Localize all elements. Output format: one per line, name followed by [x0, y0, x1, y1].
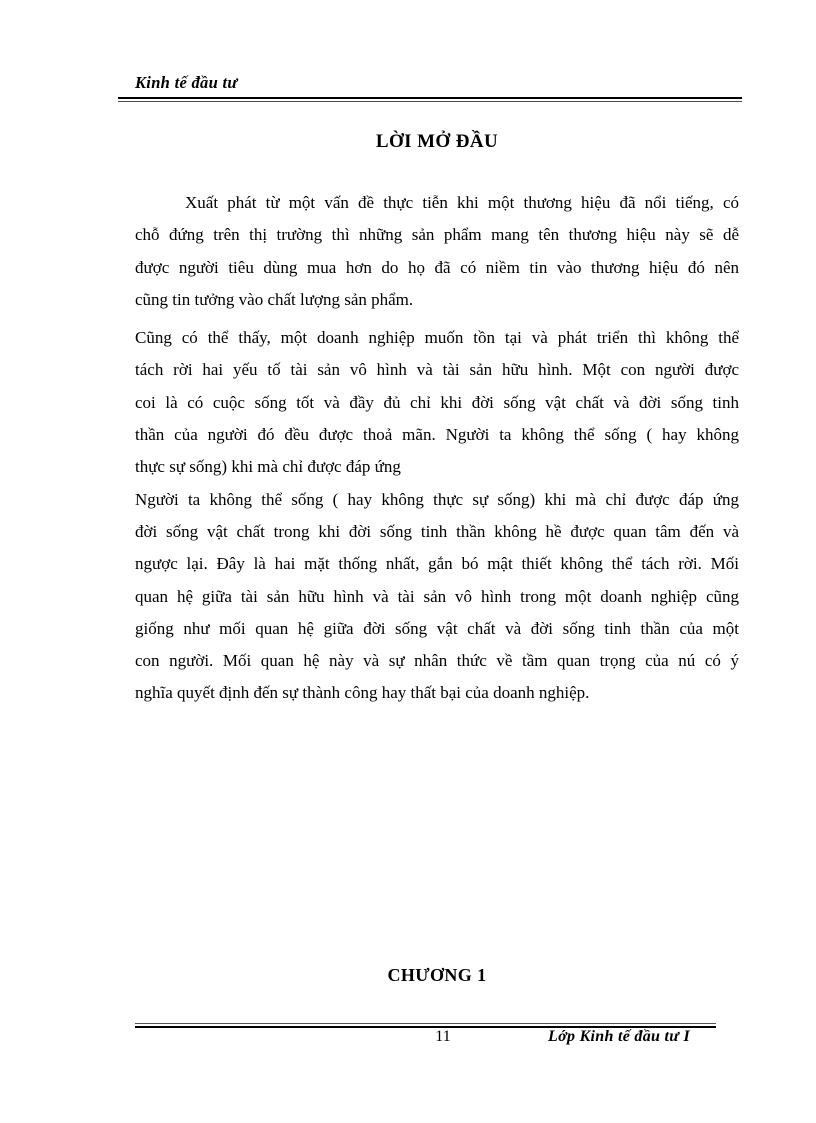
text-line: Người ta không thể sống ( hay không thực sự sống) khi mà chỉ được đáp ứng: [135, 489, 739, 509]
text-line: Xuất phát từ một vấn đề thực tiễn khi một thương hiệu đã nổi tiếng, có: [185, 193, 739, 212]
footer-page-number: 11: [435, 1028, 451, 1045]
text-line: Cũng có thể thấy, một doanh nghiệp muốn tồn tại và phát triển thì không thể: [135, 328, 739, 348]
paragraph: [135, 484, 739, 710]
text-line: tách rời hai yếu tố tài sản vô hình và tài sản hữu hình. Một con người được: [135, 360, 739, 380]
text-line: thần của người đó đều được thoả mãn. Người ta không thể sống ( hay không: [135, 425, 739, 445]
text-line: ngược lại. Đây là hai mặt thống nhất, gắn bó mật thiết không thể tách rời. Mối: [135, 554, 739, 574]
text-line: chỗ đứng trên thị trường thì những sản phẩm mang tên thương hiệu này sẽ dễ: [135, 225, 739, 245]
text-line: coi là có cuộc sống tốt và đầy đủ chỉ khi đời sống vật chất và đời sống tinh: [135, 392, 739, 412]
text-line: cũng tin tưởng vào chất lượng sản phẩm.: [135, 289, 414, 309]
text-line: giống như mối quan hệ giữa đời sống vật chất và đời sống tinh thần của một: [135, 618, 739, 638]
footer-class-label: Lớp Kinh tế đầu tư I: [548, 1028, 690, 1045]
text-line: thực sự sống) khi mà chỉ được đáp ứng: [135, 457, 401, 477]
document-title: LỜI MỞ ĐẦU: [375, 131, 499, 152]
page-header-title: Kinh tế đầu tư: [135, 73, 238, 92]
paragraph: [135, 187, 739, 316]
text-line: đời sống vật chất trong khi đời sống tinh thần không hề được quan tâm đến và: [135, 521, 739, 541]
text-line: nghĩa quyết định đến sự thành công hay thất bại của doanh nghiệp.: [135, 683, 590, 703]
body-text: [135, 187, 739, 710]
header-divider-rule: [118, 97, 742, 102]
chapter-heading: CHƯƠNG 1: [387, 965, 487, 985]
paragraph: [135, 322, 739, 483]
text-line: quan hệ giữa tài sản hữu hình và tài sản vô hình trong một doanh nghiệp cũng: [135, 586, 739, 606]
text-line: được người tiêu dùng mua hơn do họ đã có niềm tin vào thương hiệu đó nên: [135, 257, 739, 277]
text-line: con người. Mối quan hệ này và sự nhân thức về tầm quan trọng của nú có ý: [135, 651, 739, 671]
